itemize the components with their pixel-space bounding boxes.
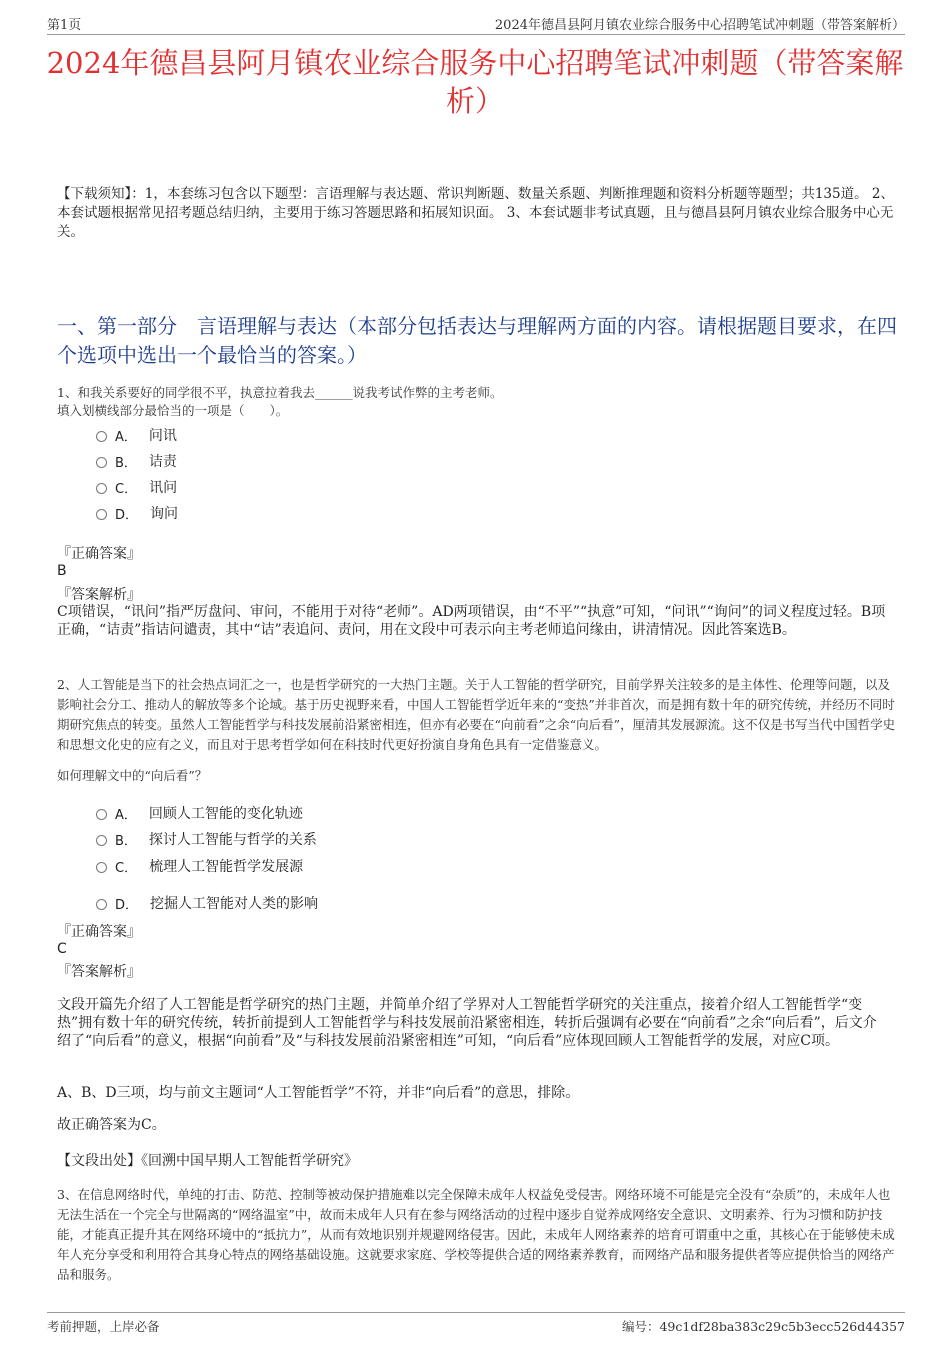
q1-analysis: C项错误，“讯问”指严厉盘问、审问，不能用于对待“老师”。AD两项错误，由“不平”“执意”可知，“问讯”“询问”的词义程度过轻。B项正确，“诘责”指诘问谴责，其中“诘”表追问、责问，用在文段中可表示向主考老师追问缘由，讲清情况。因此答案选B。 [57, 604, 886, 638]
q2-analysis-2: A、B、D三项，均与前文主题词“人工智能哲学”不符，并非“向后看”的意思，排除。 [57, 1085, 580, 1101]
header-doc-title: 2024年德昌县阿月镇农业综合服务中心招聘笔试冲刺题（带答案解析） [494, 18, 905, 33]
q2-answer-label: 『正确答案』 [57, 924, 141, 940]
q1-option-a[interactable]: A． 问讯 [96, 425, 177, 445]
q2-prompt: 如何理解文中的“向后看”？ [57, 768, 208, 783]
page-footer [47, 1312, 905, 1334]
q1-prompt: 填入划横线部分最恰当的一项是（ ）。 [57, 403, 289, 418]
radio-icon[interactable] [96, 457, 107, 468]
q2-analysis-1: 文段开篇先介绍了人工智能是哲学研究的热门主题，并简单介绍了学界对人工智能哲学研究的关注重点，接着介绍人工智能哲学“变热”拥有数十年的研究传统，转折前提到人工智能哲学与科技发展前沿紧密相连，转折后强调有必要在“向前看”之余“向后看”，后文介绍了“向后看”的意义，根据“向前看”及“与科技发展前沿紧密相连”可知，“向后看”应体现回顾人工智能哲学的发展，对应C项。 [57, 997, 877, 1049]
footer-slogan: 考前押题，上岸必备 [47, 1319, 160, 1334]
radio-icon[interactable] [96, 809, 107, 820]
page-title: 2024年德昌县阿月镇农业综合服务中心招聘笔试冲刺题（带答案解析） [46, 46, 904, 118]
q3-stem: 3、在信息网络时代，单纯的打击、防范、控制等被动保护措施难以完全保障未成年人权益免受侵害。网络环境不可能是完全没有“杂质”的，未成年人也无法生活在一个完全与世隔离的“网络温室”中，故而未成年人只有在参与网络活动的过程中逐步自觉养成网络安全意识、文明素养、行为习惯和防护技能，才能真正提升其在网络环境中的“抵抗力”，从而有效地识别并规避网络侵害。因此，未成年人网络素养的培育可谓重中之重，其核心在于能够使未成年人充分享受和利用符合其身心特点的网络基础设施。这就要求家庭、学校等提供合适的网络素养教育，而网络产品和服务提供者等应提供恰当的网络产品和服务。 [57, 1187, 895, 1282]
radio-icon[interactable] [96, 899, 107, 910]
section-heading: 一、第一部分 言语理解与表达（本部分包括表达与理解两方面的内容。请根据题目要求，在四个选项中选出一个最恰当的答案。） [57, 314, 897, 367]
q1-stem: 1、和我关系要好的同学很不平，执意拉着我去______说我考试作弊的主考老师。 [57, 385, 503, 400]
q1-answer: B [57, 563, 67, 579]
page-number: 第1页 [47, 18, 82, 33]
q1-analysis-label: 『答案解析』 [57, 587, 141, 603]
q1-option-d[interactable]: D． 询问 [96, 503, 178, 523]
q1-option-c[interactable]: C． 讯问 [96, 477, 177, 497]
q2-stem: 2、人工智能是当下的社会热点词汇之一，也是哲学研究的一大热门主题。关于人工智能的哲学研究，目前学界关注较多的是主体性、伦理等问题，以及影响社会分工、推动人的解放等多个论域。基于历史视野来看，中国人工智能哲学近年来的“变热”并非首次，而是拥有数十年的研究传统，并经历不同时期研究焦点的转变。虽然人工智能哲学与科技发展前沿紧密相连，但亦有必要在“向前看”之余“向后看”，厘清其发展源流。这不仅是书写当代中国哲学史和思想文化史的应有之义，而且对于思考哲学如何在科技时代更好扮演自身角色具有一定借鉴意义。 [57, 677, 896, 752]
q2-answer: C [57, 941, 67, 957]
radio-icon[interactable] [96, 483, 107, 494]
q2-option-c[interactable]: C． 梳理人工智能哲学发展源 [96, 856, 303, 876]
radio-icon[interactable] [96, 862, 107, 873]
q2-analysis-label: 『答案解析』 [57, 964, 141, 980]
page-header [47, 12, 905, 35]
q1-option-b[interactable]: B． 诘责 [96, 451, 177, 471]
q2-source: 【文段出处】《回溯中国早期人工智能哲学研究》 [57, 1153, 358, 1169]
q2-option-b[interactable]: B． 探讨人工智能与哲学的关系 [96, 829, 317, 849]
radio-icon[interactable] [96, 509, 107, 520]
radio-icon[interactable] [96, 431, 107, 442]
q2-option-d[interactable]: D． 挖掘人工智能对人类的影响 [96, 893, 318, 913]
footer-code: 编号：49c1df28ba383c29c5b3ecc526d44357 [621, 1319, 905, 1334]
q2-option-a[interactable]: A． 回顾人工智能的变化轨迹 [96, 803, 303, 823]
radio-icon[interactable] [96, 835, 107, 846]
download-notice: 【下载须知】：1，本套练习包含以下题型：言语理解与表达题、常识判断题、数量关系题、判断推理题和资料分析题等题型；共135道。 2、本套试题根据常见招考题总结归纳，主要用于练习答题思路和拓展知识面。 3、本套试题非考试真题，且与德昌县阿月镇农业综合服务中心无关。 [57, 186, 894, 240]
q1-answer-label: 『正确答案』 [57, 546, 141, 562]
q2-analysis-3: 故正确答案为C。 [57, 1117, 166, 1133]
